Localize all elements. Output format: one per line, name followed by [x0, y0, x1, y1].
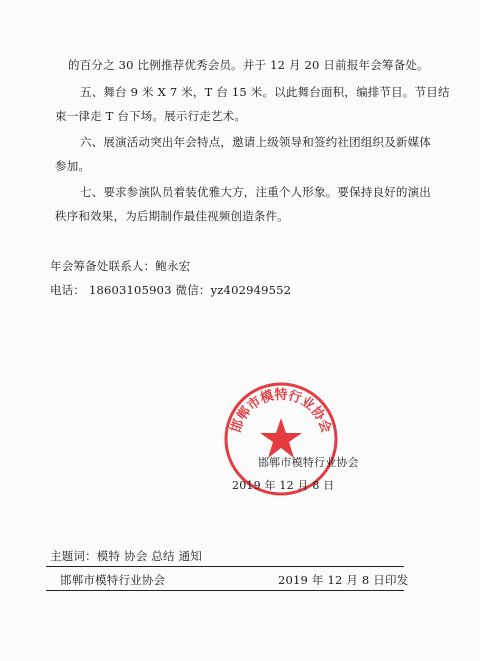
- item-7-line-2: 秩序和效果，为后期制作最佳视频创造条件。: [55, 209, 289, 223]
- footer-issue-date: 2019 年 12 月 8 日印发: [278, 573, 409, 587]
- item-5-line-1: 五、舞台 9 米 X 7 米，T 台 15 米。以此舞台面积，编排节目。节目结: [80, 85, 450, 99]
- seal-text: 邯郸市模特行业协会: [228, 387, 334, 435]
- signature-date: 2019 年 12 月 8 日: [232, 479, 335, 492]
- item-6-line-2: 参加。: [55, 159, 91, 173]
- item-5-line-2: 束一律走 T 台下场。展示行走艺术。: [55, 109, 247, 123]
- footer-issuer: 邯郸市模特行业协会: [60, 573, 166, 587]
- contact-person: 年会筹备处联系人：鲍永宏: [50, 259, 191, 273]
- seal-star-icon: [260, 418, 302, 458]
- body-line-continuation: 的百分之 30 比例推荐优秀会员。并于 12 月 20 日前报年会筹备处。: [68, 58, 429, 72]
- signature-organization: 邯郸市模特行业协会: [258, 456, 359, 469]
- footer-rule-top: [46, 566, 404, 567]
- contact-phone-wechat: 电话： 18603105903 微信：yz402949552: [50, 283, 292, 297]
- footer-keywords: 主题词：模特 协会 总结 通知: [50, 549, 202, 563]
- footer-rule-bottom: [46, 590, 404, 591]
- item-7-line-1: 七、要求参演队员着装优雅大方，注重个人形象。要保持良好的演出: [80, 185, 431, 199]
- item-6-line-1: 六、展演活动突出年会特点，邀请上级领导和签约社团组织及新媒体: [80, 135, 431, 149]
